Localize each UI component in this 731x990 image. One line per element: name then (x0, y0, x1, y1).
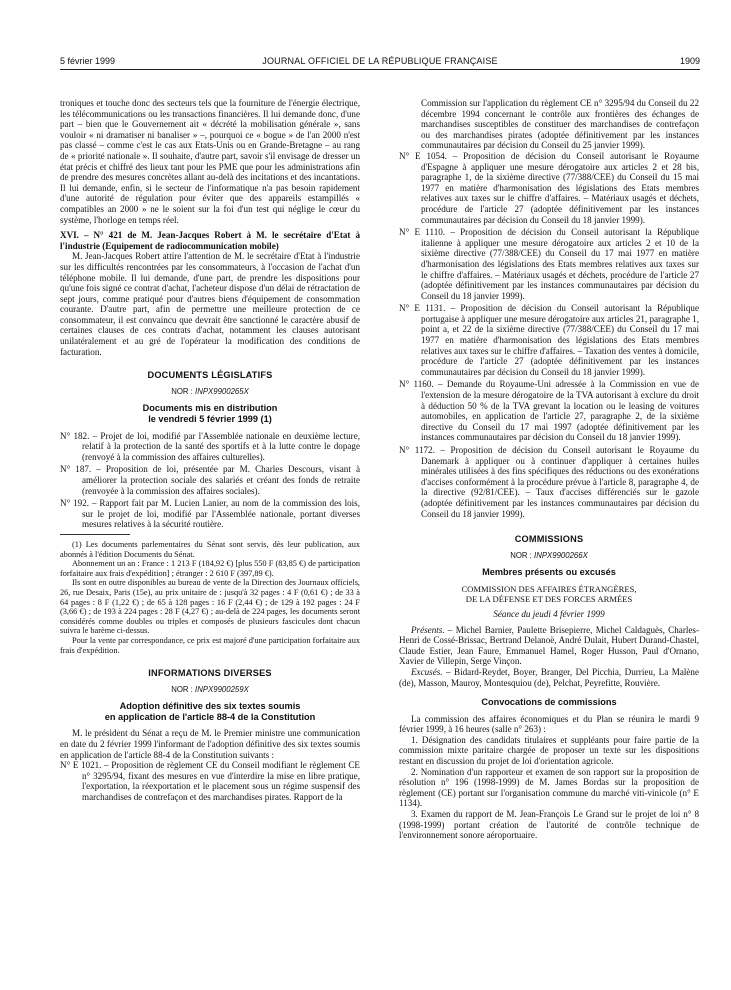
presents-text: – Michel Barnier, Paulette Brisepierre, Michel Caldaguès, Charles-Henri de Cossé-Brissac, Bertrand Delanoë, André Dulait, Hubert Durand-Chastel, Claude Estier, Jean Faure, Emmanuel Hamel, Roger Husson, Paul d'Ornano, Xavier de Villepin, Serge Vinçon. (399, 624, 699, 667)
right-column (399, 98, 699, 841)
docs-item-187: N° 187. – Proposition de loi, présentée par M. Charles Descours, visant à améliorer la protection sociale des salariés et créant des fonds de retraite (renvoyée à la commission des affaires sociales). (60, 464, 360, 496)
comm-name-line1: COMMISSION DES AFFAIRES ÉTRANGÈRES, (461, 583, 637, 594)
presents (399, 625, 699, 667)
footnote-1: (1) Les documents parlementaires du Sénat sont servis, dès leur publication, aux abonnés à l'édition Documents du Sénat. (60, 539, 360, 559)
docs-item-182: N° 182. – Projet de loi, modifié par l'Assemblée nationale en deuxième lecture, relatif à la protection de la santé des sportifs et à la lutte contre le dopage (renvoyé à la commission des affaires culturelles). (60, 430, 360, 462)
docs-nor-label: NOR : (171, 386, 193, 396)
info-nor-code: INPX9900259X (195, 684, 249, 694)
comm-nor (399, 551, 699, 562)
question-title: XVI. – N° 421 de M. Jean-Jacques Robert à M. le secrétaire d'Etat à l'industrie (Equipement de radiocommunication mobile) (60, 230, 360, 251)
footnote-3: Ils sont en outre disponibles au bureau de vente de la Direction des Journaux officiels, 26, rue Desaix, Paris (15e), au prix unitaire de : jusqu'à 32 pages : 4 F (0,61 €) ; de 33 à 64 pages : 8 F (1,22 €) ; de 65 à 128 pages : 16 F (2,44 €) ; de 129 à 192 pages : 24 F (3,66 €) ; de 193 à 224 pages : 28 F (4,27 €) ; au-delà de 224 pages, les documents seront considérés comme doubles ou triples et composés de plusieurs fascicules dont chacun suivra le barème ci-dessus. (60, 578, 360, 636)
info-nor-label: NOR : (171, 684, 193, 694)
page-header (60, 56, 700, 70)
info-heading: INFORMATIONS DIVERSES (148, 668, 272, 679)
comm-heading: COMMISSIONS (514, 534, 584, 545)
excuses-text: – Bidard-Reydet, Boyer, Branger, Del Picchia, Durrieu, La Malène (de), Masson, Mauroy, Montesquiou (de), Pelchat, Peyrefitte, Rouvière. (399, 666, 699, 688)
docs-subheading (60, 403, 360, 424)
info-sub-line1: Adoption définitive des six textes soumis (119, 701, 301, 712)
docs-nor (60, 387, 360, 398)
header-date: 5 février 1999 (60, 56, 116, 66)
seance-date: Séance du jeudi 4 février 1999 (493, 608, 605, 619)
info-subheading (60, 701, 360, 722)
info-text: M. le président du Sénat a reçu de M. le Premier ministre une communication en date du 2 février 1999 l'informant de l'adoption définitive des six textes soumis en application de l'article 88-4 de la Constitution suivants : (60, 728, 360, 760)
info-item-e1021: N° E 1021. – Proposition de règlement CE du Conseil modifiant le règlement CE n° 3295/94, fixant des mesures en vue d'interdire la mise en libre pratique, l'exportation, la réexportation et le placement sous un régime suspensif des marchandises de contrefaçon et des marchandises pirates. Rapport de la (60, 760, 360, 803)
convoc-item-3: 3. Examen du rapport de M. Jean-François Le Grand sur le projet de loi n° 8 (1998-1999) portant création de l'autorité de contrôle technique de l'environnement sonore aéroportuaire. (399, 809, 699, 841)
convoc-heading: Convocations de commissions (481, 697, 617, 708)
comm-subheading: Membres présents ou excusés (482, 567, 616, 578)
item-e1110: N° E 1110. – Proposition de décision du Conseil autorisant la République italienne à appliquer une mesure dérogatoire aux articles 2 et 10 de la sixième directive (77/388/CEE) du Conseil du 17 mai 1977 en matière d'harmonisation des législations des Etats membres relatives aux taxes sur le chiffre d'affaires. – Matériaux usagés et déchets, procédure de l'article 27 (adoptée définitivement par les instances communautaires par décision du Conseil du 18 janvier 1999). (399, 227, 699, 301)
item-e1054: N° E 1054. – Proposition de décision du Conseil autorisant le Royaume d'Espagne à appliquer une mesure dérogatoire aux articles 2 et 28 bis, paragraphe 1, de la sixième directive (77/388/CEE) du Conseil du 15 mai 1977 en matière d'harmonisation des législations des Etats membres relatives aux taxes sur le chiffre d'affaires. – Matériaux usagés et déchets, procédure de l'article 27 (adoptée définitivement par les instances communautaires par décision du Conseil du 18 janvier 1999). (399, 150, 699, 225)
docs-item-192: N° 192. – Rapport fait par M. Lucien Lanier, au nom de la commission des lois, sur le projet de loi, modifié par l'Assemblée nationale, portant diverses mesures relatives à la sécurité routière. (60, 498, 360, 530)
comm-name (399, 584, 699, 604)
comm-nor-code: INPX9900266X (534, 550, 588, 560)
comm-nor-label: NOR : (510, 550, 532, 560)
question-text: M. Jean-Jacques Robert attire l'attention de M. le secrétaire d'Etat à l'industrie sur les difficultés rencontrées par les consommateurs, à l'occasion de l'achat d'un téléphone mobile. Il lui demande, d'une part, de prendre les dispositions pour qu'une fois signé ce contrat d'achat, l'acheteur dispose d'un délai de rétractation de sept jours, comme pratiqué pour d'autres biens d'équipement de consommation courante. D'autre part, afin de permettre une meilleure protection de ce consommateur, il est convaincu que devrait être sanctionné le caractère abusif de certaines clauses de ces contrats d'achat, notamment les clauses autorisant unilatéralement et au gré de l'opérateur la modification des conditions de facturation. (60, 251, 360, 357)
header-title: JOURNAL OFFICIEL DE LA RÉPUBLIQUE FRANÇAISE (262, 56, 498, 66)
footnote-2: Abonnement un an : France : 1 213 F (184,92 €) [plus 550 F (83,85 €) de participation forfaitaire aux frais d'expédition] ; étranger : 2 610 F (397,89 €). (60, 559, 360, 578)
excuses-label: Excusés. (411, 666, 443, 677)
item-e1131: N° E 1131. – Proposition de décision du Conseil autorisant la République portugaise à appliquer une mesure dérogatoire aux articles 21, paragraphe 1, point a, et 22 de la sixième directive (77/388/CEE) du Conseil du 17 mai 1977 en matière d'harmonisation des législations des Etats membres relatives aux taxes sur le chiffre d'affaires. – Taxation des ventes à domicile, procédure de l'article 27 (adoptée définitivement par les instances communautaires par décision du Conseil du 18 janvier 1999). (399, 303, 699, 377)
convoc-item-1: 1. Désignation des candidats titulaires et suppléants pour faire partie de la commission mixte paritaire chargée de proposer un texte sur les dispositions restant en discussion du projet de loi d'orientation agricole. (399, 734, 699, 767)
info-sub-line2: en application de l'article 88-4 de la Constitution (104, 711, 316, 722)
e1021-continuation: Commission sur l'application du règlement CE n° 3295/94 du Conseil du 22 décembre 1994 concernant le contrôle aux frontières des échanges de marchandises susceptibles de constituer des marchandises de contrefaçon ou des marchandises pirates (adoptée définitivement par les instances communautaires par décision du Conseil du 25 janvier 1999). (421, 98, 699, 151)
footnote-4: Pour la vente par correspondance, ce prix est majoré d'une participation forfaitaire aux frais d'expédition. (60, 635, 360, 655)
item-1160: N° 1160. – Demande du Royaume-Uni adressée à la Commission en vue de l'extension de la mesure dérogatoire de la TVA autorisant à exclure du droit à déduction 50 % de la TVA grevant la location ou le leasing de voitures automobiles, en application de l'article 27, paragraphe 2, de la sixième directive du Conseil du 17 mai 1997 (adoptée définitivement par les instances communautaires par décision du Conseil du 18 janvier 1999). (399, 379, 699, 443)
docs-heading: DOCUMENTS LÉGISLATIFS (147, 370, 273, 381)
excuses (399, 667, 699, 688)
docs-sub-line2: le vendredi 5 février 1999 (1) (148, 414, 272, 425)
convoc-item-2: 2. Nomination d'un rapporteur et examen de son rapport sur la proposition de résolution n° 196 (1998-1999) de M. James Bordas sur la proposition de règlement (CE) portant sur l'organisation commune du marché viti-vinicole (n° E 1134). (399, 766, 699, 809)
footnote-separator (60, 534, 130, 535)
header-page-number: 1909 (679, 56, 700, 66)
comm-name-line2: DE LA DÉFENSE ET DES FORCES ARMÉES (465, 593, 633, 604)
info-nor (60, 685, 360, 696)
docs-sub-line1: Documents mis en distribution (142, 403, 278, 414)
presents-label: Présents. (411, 624, 445, 635)
left-column (60, 98, 360, 805)
item-1172: N° 1172. – Proposition de décision du Conseil autorisant le Royaume du Danemark à appliquer ou à continuer d'appliquer à certaines huiles minérales utilisées à des fins spécifiques des réductions ou des exonérations d'accises conformément à la procédure prévue à l'article 8, paragraphe 4, de la directive (92/81/CEE). – Taux d'accises différenciés sur le gazole (adoptée définitivement par les instances communautaires par décision du Conseil du 18 janvier 1999). (399, 445, 699, 519)
docs-nor-code: INPX9900265X (195, 386, 249, 396)
header-rule (60, 69, 700, 70)
convoc-intro: La commission des affaires économiques et du Plan se réunira le mardi 9 février 1999, à 16 heures (salle n° 263) : (399, 713, 699, 735)
intro-paragraph: troniques et touche donc des secteurs tels que la fourniture de l'énergie électrique, les télécommunications ou les transactions financières. Il lui demande donc, d'une part – bien que le Gouvernement ait « décrété la mobilisation générale », sans vouloir « ni dramatiser ni banaliser » –, pourquoi ce « bogue » de l'an 2000 n'est pas classé – comme c'est le cas aux Etats-Unis ou en Grande-Bretagne – au rang de « priorité nationale ». Il souhaite, d'autre part, savoir s'il envisage de dresser un état précis et chiffré des lieux tant pour les PME que pour les administrations afin de prendre des mesures concrètes allant au-delà des incitations et des incantations. Il lui demande, enfin, si le secteur de l'informatique n'a pas besoin rapidement d'une autorité de régulation pour éviter que des appareils estampillés « compatibles an 2000 » ne le soient sur la foi d'un test qui néglige le cœur du système, l'horloge en temps réel. (60, 98, 360, 225)
